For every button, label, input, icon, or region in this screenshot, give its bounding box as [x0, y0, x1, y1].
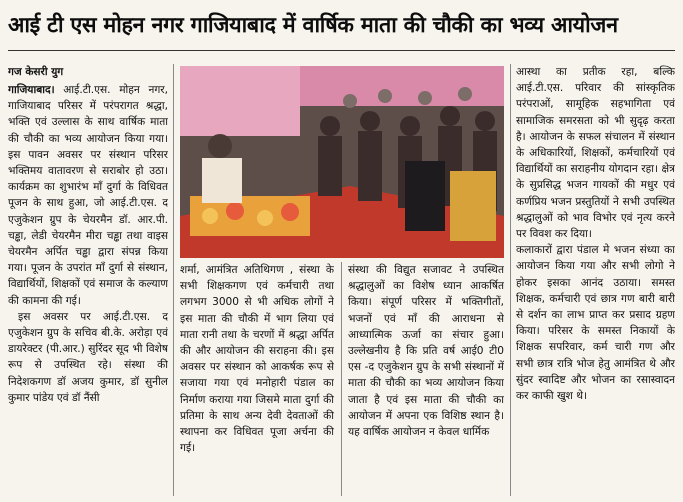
- column-divider: [173, 64, 174, 496]
- column-1: [8, 64, 168, 496]
- dateline: गाजियाबाद।: [8, 84, 55, 96]
- col3-para: संस्था की विद्युत सजावट ने उपस्थित श्रद्धालुओं का विशेष ध्यान आकर्षित किया। संपूर्ण परिसर में भक्तिगीतों, भजनों एवं माँ की आराधना से आध्यात्मिक ऊर्जा का संचार हुआ।उल्लेखनीय है कि प्रति वर्ष आई0 टी0 एस -द एजुकेशन ग्रुप के सभी संस्थानों में माता की चौकी का भव्य आयोजन किया जाता है एवं इस माता की चौकी का आयोजन में अपना एक विशिष्ठ स्थान है। यह वार्षिक आयोजन न केवल धार्मिक: [348, 264, 504, 439]
- col1-para-2: इस अवसर पर आई.टी.एस. द एजुकेशन ग्रुप के सचिव बी.के. अरोड़ा एवं डायरेक्टर (पी.आर.) सुरिंदर सूद भी विशेष रूप से उपस्थित रहे। संस्था की निदेशकगण डॉ अजय कुमार, डॉ सुनील कुमार पांडेय एवं डॉ नैंसी: [8, 310, 168, 404]
- col4-para-1: आस्था का प्रतीक रहा, बल्कि आई.टी.एस. परिवार की सांस्कृतिक परंपराओं, सामूहिक सहभागिता एवं सामाजिक समरसता को भी सुदृढ़ करता है। आयोजन के सफल संचालन में संस्थान के अधिकारियों, शिक्षकों, कर्मचारियों एवं विद्यार्थियों का सराहनीय योगदान रहा। क्षेत्र के सुप्रसिद्ध भजन गायकों की मधुर एवं कर्णप्रिय भजन प्रस्तुतियों ने सभी उपस्थित श्रद्धालुओं को भाव विभोर एवं नृत्य करने पर विवश कर दिया।: [516, 66, 675, 241]
- column-3: [348, 262, 504, 496]
- column-divider: [510, 64, 511, 496]
- col2-para: शर्मा, आमंत्रित अतिथिगण , संस्था के सभी शिक्षकगण एवं कर्मचारी तथा लगभग 3000 से भी अधिक लोगों ने इस माता की चौकी में भाग लिया एवं माता रानी तथा के चरणों में श्रद्धा अर्पित की और आयोजन की सराहना की। इस अवसर पर संस्थान को आकर्षक रूप से सजाया गया एवं मनोहारी पंडाल का निर्माण कराया गया जिसमे माता दुर्गा की प्रतिमा के साथ अन्य देवी देवताओं की स्थापना कर विधिवत पूजा अर्चना की गई।: [180, 264, 334, 455]
- event-photo-icon: [180, 66, 504, 258]
- column-4: [516, 64, 675, 496]
- column-2: [180, 262, 334, 496]
- col1-para-1: [8, 82, 168, 309]
- event-photo: [180, 66, 504, 258]
- column-divider: [341, 262, 342, 496]
- byline: गज केसरी युग: [8, 66, 64, 78]
- col4-para-2: कलाकारों द्वारा पंडाल मे भजन संध्या का आयोजन किया गया और सभी लोगो ने होकर इसका आनंद उठाया। समस्त शिक्षक, कर्मचारी एवं छात्र गण बारी बारी से दर्शन का लाभ प्राप्त कर प्रसाद ग्रहण किया। परिसर के समस्त निकायों के शिक्षक सपरिवार, कर्म चारी गण और सभी छात्र रात्रि भोज हेतु आमंत्रित थे और सुंदर स्वादिष्ट और भोजन का रसास्वादन कर काफी खुश थे।: [516, 244, 675, 403]
- col1-text-1: आई.टी.एस. मोहन नगर, गाजियाबाद परिसर में परंपरागत श्रद्धा, भक्ति एवं उल्लास के साथ वार्षिक माता की चौकी का भव्य आयोजन किया गया। इस पावन अवसर पर संस्थान परिसर भक्तिमय वातावरण से सराबोर हो उठा। कार्यक्रम का शुभारंभ माँ दुर्गा के विधिवत पूजन के साथ हुआ, जो आई.टी.एस. द एजुकेशन ग्रुप के चेयरमैन डॉ. आर.पी. चड्ढा, लेडी चेयरमैन मीरा चड्ढा तथा वाइस चेयरमैन अर्पित चड्ढा द्वारा संपन्न किया गया। पूजन के उपरांत माँ दुर्गा से संस्थान, विद्यार्थियों, शिक्षकों एवं समाज के कल्याण की कामना की गई।: [8, 84, 168, 307]
- headline-rule: [8, 50, 675, 51]
- headline: आई टी एस मोहन नगर गाजियाबाद में वार्षिक माता की चौकी का भव्य आयोजन: [8, 13, 618, 38]
